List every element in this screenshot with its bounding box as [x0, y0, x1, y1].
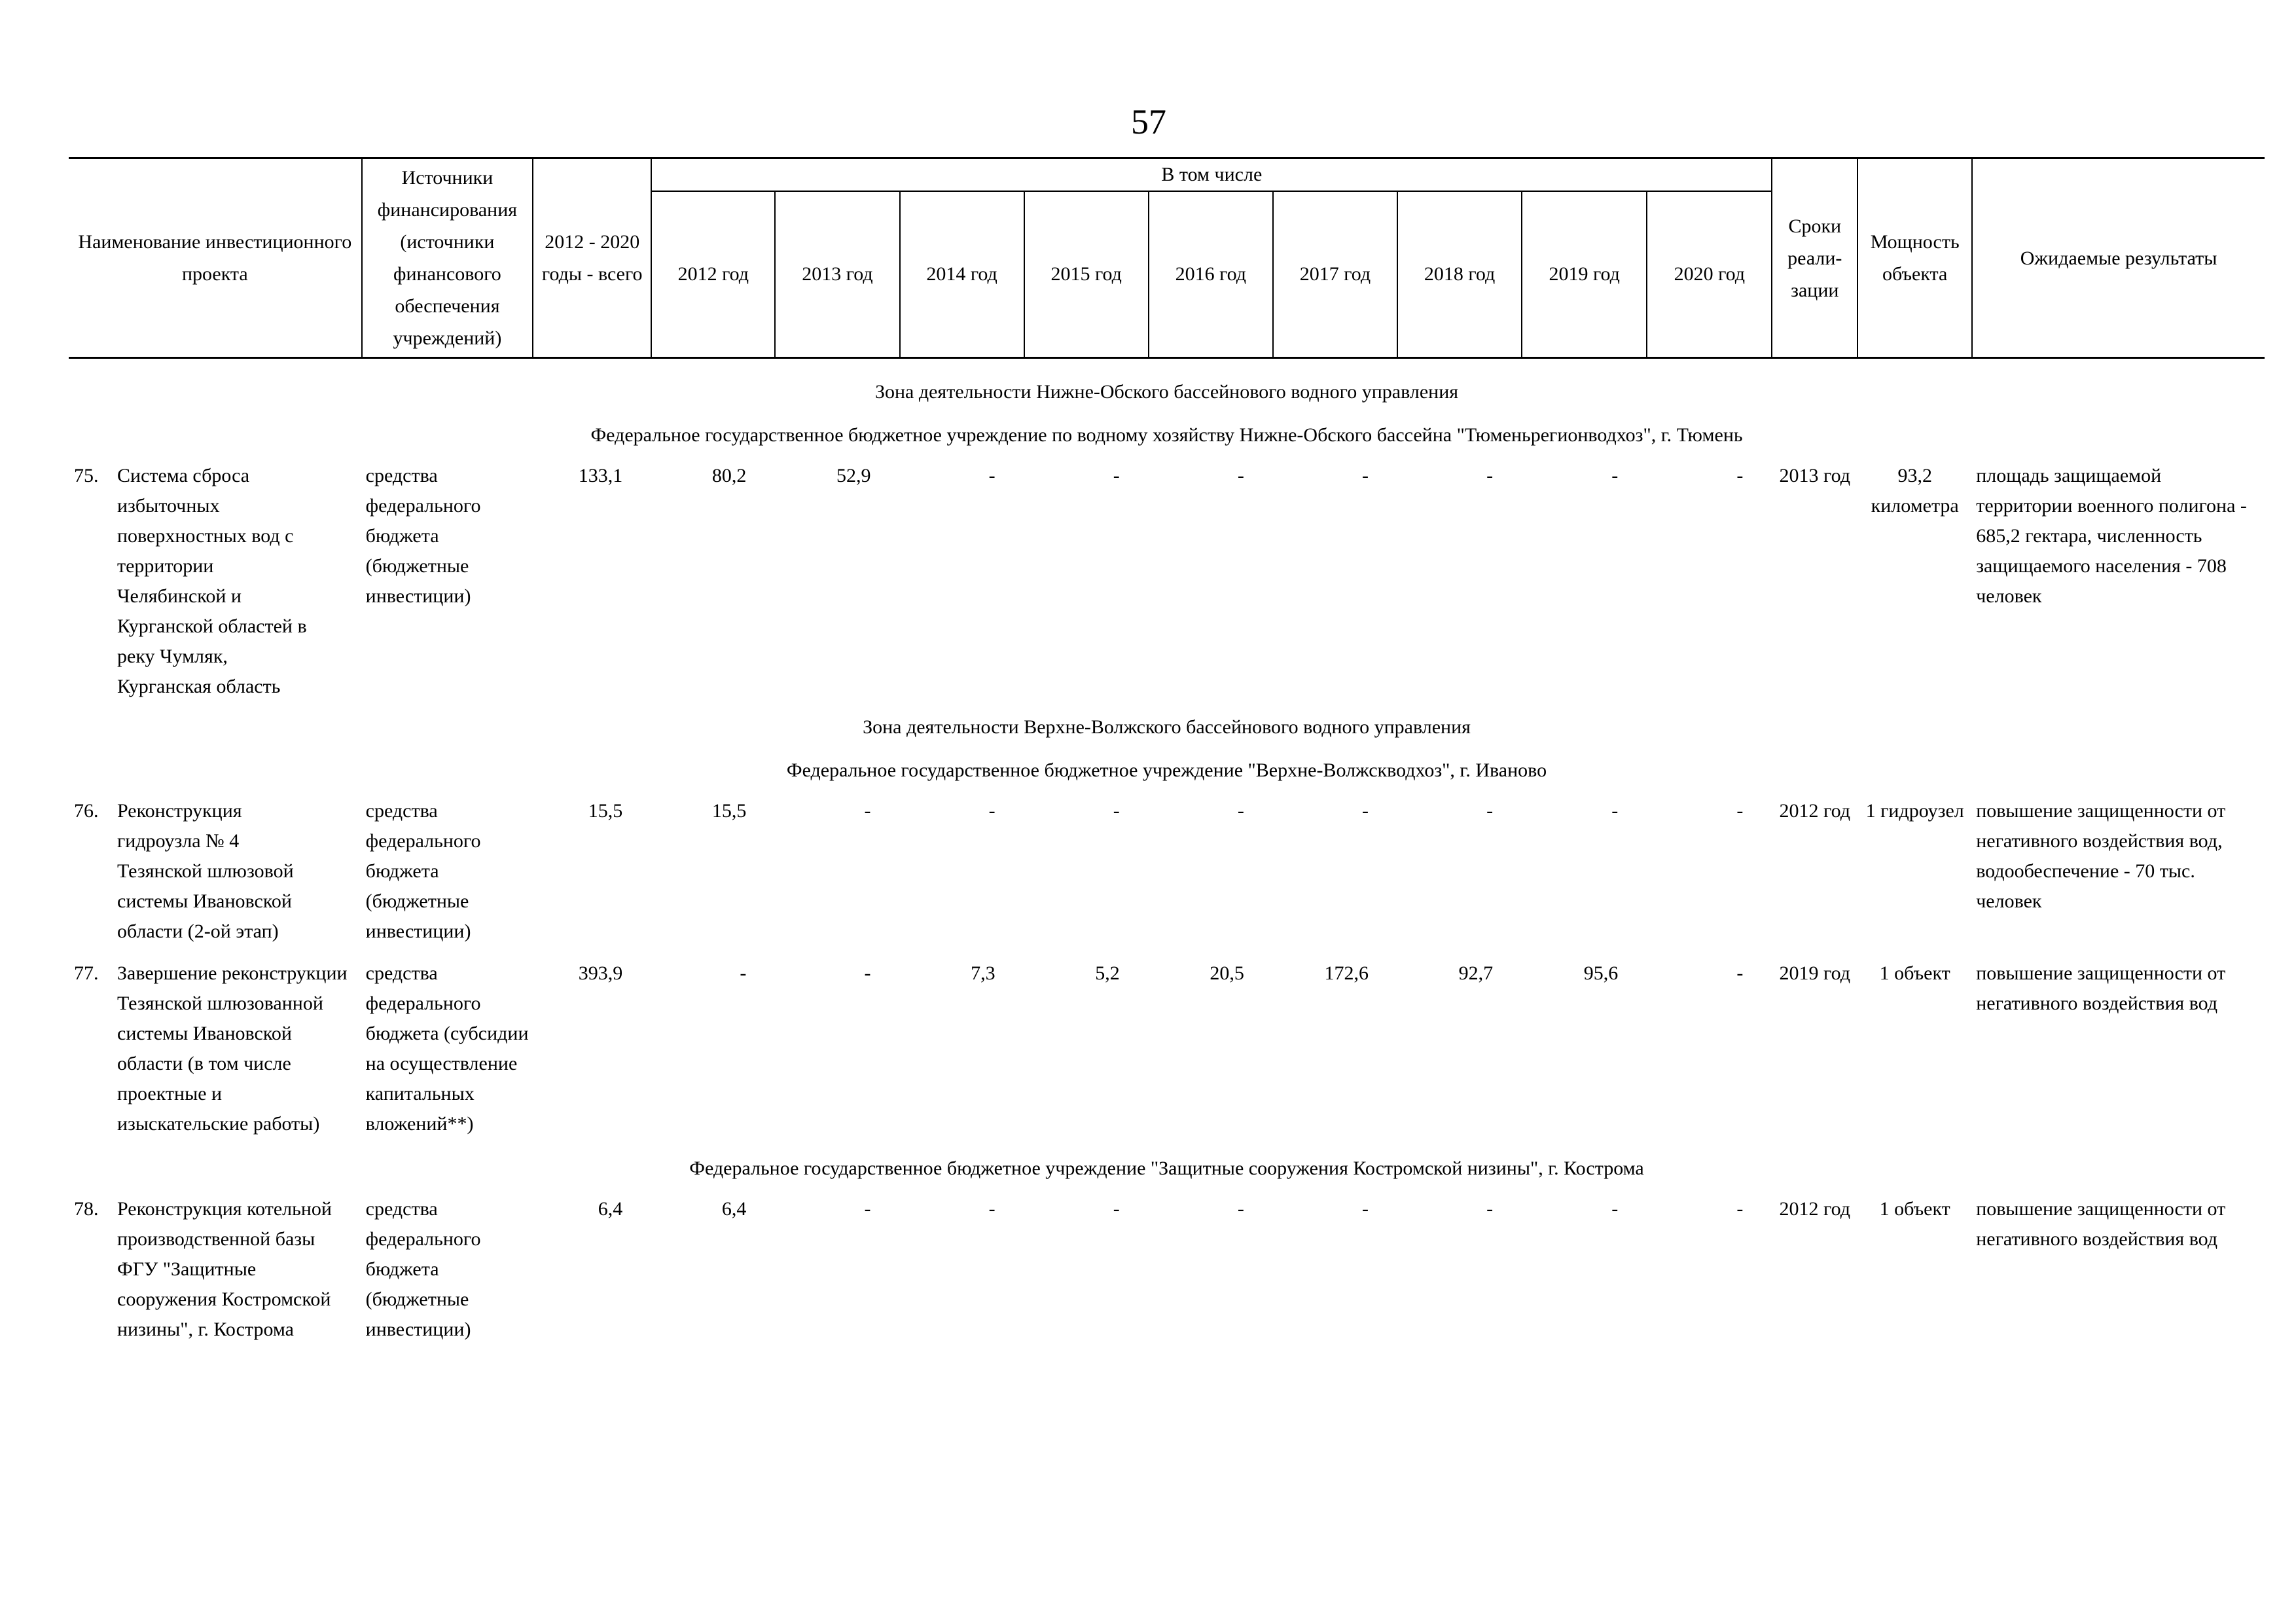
year-value: -: [864, 800, 871, 822]
year-value: 20,5: [1210, 962, 1244, 984]
header-sources: Источники финансирования (источники финансового обеспечения учреждений): [362, 158, 533, 358]
header-year: 2017 год: [1273, 191, 1397, 358]
year-value: -: [1736, 1198, 1744, 1220]
project-name-cell: [69, 795, 362, 948]
project-name: Реконструкция гидроузла № 4 Тезянской шлюзовой системы Ивановской области (2-ой этап): [117, 800, 294, 942]
year-value: -: [1113, 465, 1120, 486]
year-value: 80,2: [711, 465, 747, 486]
total-cell: 15,5: [588, 800, 623, 822]
project-name: Завершение реконструкции Тезянской шлюзованной системы Ивановской области (в том числе проектные и изыскательские работы): [117, 962, 348, 1135]
row-index: 76.: [74, 800, 99, 822]
year-value: 52,9: [836, 465, 871, 486]
total-cell: 133,1: [578, 465, 623, 486]
table-body: [69, 358, 2265, 1347]
zone-heading-row: [69, 368, 2265, 414]
header-year: 2013 год: [775, 191, 899, 358]
year-value: 5,2: [1095, 962, 1120, 984]
source-cell: средства федерального бюджета (бюджетные инвестиции): [365, 800, 481, 942]
row-index: 75.: [74, 465, 99, 486]
year-value: -: [1237, 1198, 1244, 1220]
header-year: 2015 год: [1024, 191, 1149, 358]
year-value: 6,4: [721, 1198, 747, 1220]
year-value: 15,5: [711, 800, 747, 822]
year-value: -: [1736, 800, 1744, 822]
table-header: [69, 158, 2265, 358]
year-value: -: [1486, 1198, 1494, 1220]
result-cell: повышение защищенности от негативного воздействия вод: [1976, 1198, 2226, 1250]
zone-heading: Зона деятельности Верхне-Волжского бассейнового водного управления: [863, 716, 1471, 738]
org-heading: Федеральное государственное бюджетное учреждение по водному хозяйству Нижне-Обского бассейна "Тюменьрегионводхоз", г. Тюмень: [590, 424, 1743, 446]
year-value: -: [1362, 800, 1369, 822]
year-value: -: [1113, 800, 1120, 822]
org-heading-row: [69, 1140, 2265, 1193]
row-index: 78.: [74, 1198, 99, 1220]
table-row: [69, 1193, 2265, 1346]
year-value: -: [864, 962, 871, 984]
page-number: 57: [1131, 102, 1166, 141]
capacity-cell: 1 объект: [1879, 1198, 1950, 1220]
project-name-cell: [69, 957, 362, 1140]
year-value: -: [1611, 1198, 1619, 1220]
header-project-name: Наименование инвестиционного проекта: [69, 158, 362, 358]
year-value: -: [1113, 1198, 1120, 1220]
year-value: -: [1736, 465, 1744, 486]
year-value: -: [1736, 962, 1744, 984]
year-value: -: [1486, 800, 1494, 822]
project-name-cell: [69, 1193, 362, 1346]
header-total: 2012 - 2020 годы - всего: [533, 158, 651, 358]
header-capacity: Мощность объекта: [1857, 158, 1972, 358]
header-including: В том числе: [651, 158, 1772, 191]
year-value: 7,3: [971, 962, 996, 984]
table-row: [69, 795, 2265, 948]
org-heading-row: [69, 749, 2265, 795]
year-value: -: [1362, 465, 1369, 486]
header-year: 2019 год: [1522, 191, 1647, 358]
capacity-cell: 1 объект: [1879, 962, 1950, 984]
total-cell: 393,9: [578, 962, 623, 984]
source-cell: средства федерального бюджета (бюджетные инвестиции): [365, 1198, 481, 1340]
header-year: 2012 год: [651, 191, 775, 358]
capacity-cell: 1 гидроузел: [1865, 800, 1964, 822]
year-value: -: [988, 800, 996, 822]
header-year: 2014 год: [900, 191, 1024, 358]
year-value: -: [1611, 465, 1619, 486]
term-cell: 2013 год: [1779, 465, 1851, 486]
header-year: 2016 год: [1149, 191, 1273, 358]
year-value: -: [1486, 465, 1494, 486]
zone-heading: Зона деятельности Нижне-Обского бассейнового водного управления: [874, 381, 1459, 403]
zone-heading-row: [69, 703, 2265, 749]
term-cell: 2019 год: [1779, 962, 1851, 984]
year-value: -: [1611, 800, 1619, 822]
year-value: 95,6: [1583, 962, 1619, 984]
header-year: 2018 год: [1397, 191, 1522, 358]
project-name: Реконструкция котельной производственной базы ФГУ "Защитные сооружения Костромской низины", г. Кострома: [117, 1198, 332, 1340]
year-value: -: [988, 465, 996, 486]
result-cell: площадь защищаемой территории военного полигона - 685,2 гектара, численность защищаемого населения - 708 человек: [1976, 465, 2247, 607]
org-heading: Федеральное государственное бюджетное учреждение "Верхне-Волжскводхоз", г. Иваново: [786, 759, 1547, 781]
header-year: 2020 год: [1647, 191, 1772, 358]
header-results: Ожидаемые результаты: [1972, 158, 2265, 358]
source-cell: средства федерального бюджета (субсидии на осуществление капитальных вложений**): [365, 962, 529, 1135]
source-cell: средства федерального бюджета (бюджетные инвестиции): [365, 465, 481, 607]
year-value: 172,6: [1324, 962, 1369, 984]
header-term: Сроки реали- зации: [1772, 158, 1857, 358]
org-heading-row: [69, 414, 2265, 460]
year-value: -: [1237, 465, 1244, 486]
year-value: -: [740, 962, 747, 984]
year-value: 92,7: [1458, 962, 1494, 984]
project-name: Система сброса избыточных поверхностных вод с территории Челябинской и Курганской областей в реку Чумляк, Курганская область: [117, 465, 307, 697]
project-name-cell: [69, 460, 362, 703]
year-value: -: [1362, 1198, 1369, 1220]
capacity-cell: 93,2 километра: [1871, 465, 1959, 517]
row-index: 77.: [74, 962, 99, 984]
total-cell: 6,4: [598, 1198, 623, 1220]
year-value: -: [988, 1198, 996, 1220]
table-row: [69, 957, 2265, 1140]
org-heading: Федеральное государственное бюджетное учреждение "Защитные сооружения Костромской низины", г. Кострома: [689, 1158, 1644, 1179]
result-cell: повышение защищенности от негативного воздействия вод, водообеспечение - 70 тыс. человек: [1976, 800, 2226, 912]
result-cell: повышение защищенности от негативного воздействия вод: [1976, 962, 2226, 1014]
term-cell: 2012 год: [1779, 1198, 1851, 1220]
year-value: -: [864, 1198, 871, 1220]
table-row: [69, 460, 2265, 703]
term-cell: 2012 год: [1779, 800, 1851, 822]
year-value: -: [1237, 800, 1244, 822]
investment-projects-table: [69, 157, 2265, 1346]
